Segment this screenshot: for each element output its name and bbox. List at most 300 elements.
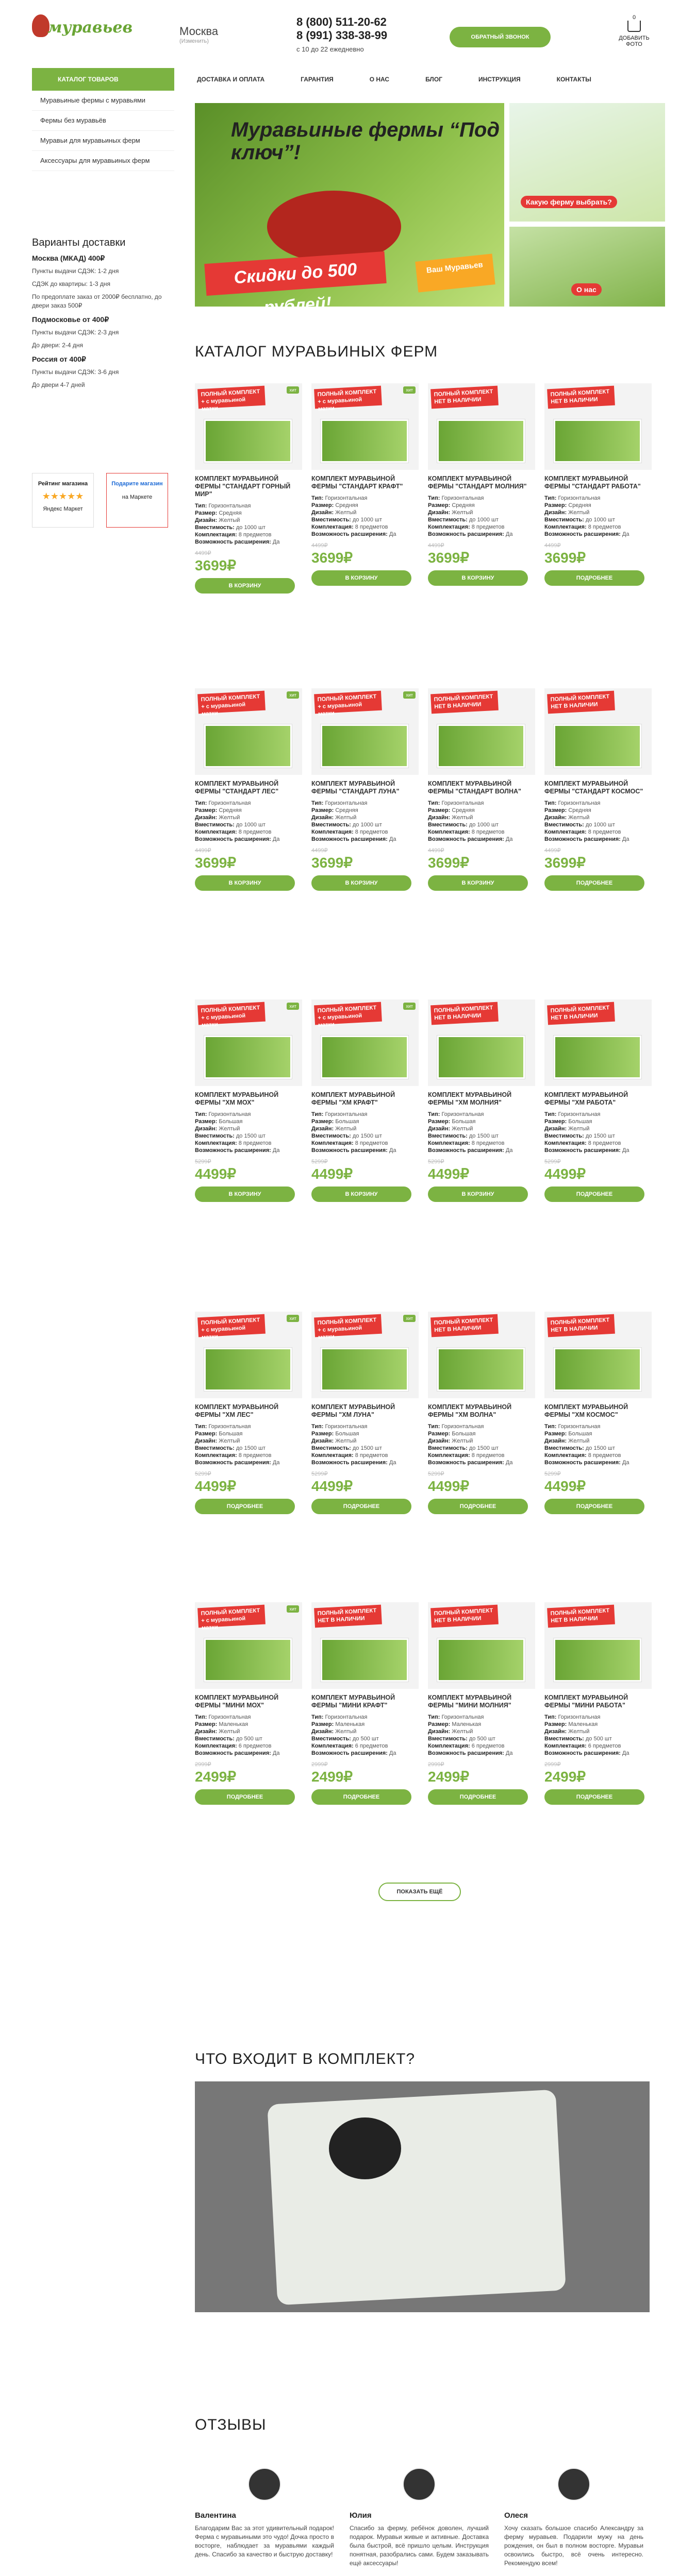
- product-card[interactable]: [544, 383, 652, 586]
- spec-size: Размер: Большая: [428, 1431, 476, 1437]
- product-specs: [428, 800, 535, 843]
- spec-dec: Дизайн: Желтый: [428, 510, 473, 516]
- product-price: 2499₽: [428, 1769, 470, 1785]
- reviewer-name: Валентина: [195, 2511, 236, 2520]
- product-badge: ПОЛНЫЙ КОМПЛЕКТ + с муравьиной матки: [314, 1002, 382, 1025]
- farm-box-image: [204, 1348, 292, 1391]
- add-to-cart-button[interactable]: ПОДРОБНЕЕ: [311, 1789, 411, 1805]
- product-image[interactable]: [428, 383, 535, 470]
- rating-title: Рейтинг магазина: [38, 481, 88, 487]
- hit-tag: хит: [287, 1315, 299, 1322]
- delivery-region: Подмосковье от 400₽: [32, 315, 109, 324]
- spec-type: Тип: Горизонтальная: [544, 1111, 601, 1117]
- old-price: 4499₽: [311, 848, 328, 854]
- spec-ext: Возможность расширения: Да: [195, 539, 280, 545]
- product-badge: ПОЛНЫЙ КОМПЛЕКТ + с муравьиной матки: [314, 1314, 382, 1337]
- product-image[interactable]: [195, 383, 302, 470]
- rating-badge[interactable]: [32, 473, 94, 528]
- delivery-line: До двери 4-7 дней: [32, 381, 85, 388]
- product-name[interactable]: КОМПЛЕКТ МУРАВЬИНОЙ ФЕРМЫ "СТАНДАРТ ВОЛНА": [428, 780, 521, 795]
- farm-box-image: [554, 1036, 641, 1079]
- product-name[interactable]: КОМПЛЕКТ МУРАВЬИНОЙ ФЕРМЫ "XM ВОЛНА": [428, 1403, 512, 1418]
- product-image[interactable]: [544, 999, 652, 1086]
- spec-comp: Комплектация: 8 предметов: [428, 1452, 505, 1459]
- add-to-cart-button[interactable]: В КОРЗИНУ: [428, 570, 528, 586]
- spec-type: Тип: Горизонтальная: [544, 1423, 601, 1430]
- product-card[interactable]: [428, 688, 535, 891]
- city-name[interactable]: Москва: [179, 25, 219, 38]
- add-to-cart-button[interactable]: В КОРЗИНУ: [428, 875, 528, 891]
- product-card[interactable]: [195, 1602, 302, 1805]
- product-name[interactable]: КОМПЛЕКТ МУРАВЬИНОЙ ФЕРМЫ "СТАНДАРТ КОСМОС": [544, 780, 643, 795]
- product-badge: ПОЛНЫЙ КОМПЛЕКТ + с муравьиной матки: [314, 386, 382, 409]
- spec-ext: Возможность расширения: Да: [544, 1460, 629, 1466]
- product-specs: [311, 1111, 419, 1154]
- spec-ext: Возможность расширения: Да: [428, 1750, 513, 1756]
- spec-vol: Вместимость: до 1500 шт: [195, 1445, 266, 1451]
- delivery-options: [32, 237, 174, 389]
- product-image[interactable]: [195, 1602, 302, 1689]
- spec-size: Размер: Средняя: [195, 510, 242, 516]
- spec-vol: Вместимость: до 1000 шт: [544, 517, 615, 523]
- hit-tag: хит: [287, 1605, 299, 1613]
- spec-size: Размер: Большая: [311, 1118, 359, 1125]
- product-name[interactable]: КОМПЛЕКТ МУРАВЬИНОЙ ФЕРМЫ "МИНИ МОХ": [195, 1694, 279, 1709]
- product-badge: ПОЛНЫЙ КОМПЛЕКТ + с муравьиной матки: [197, 1314, 266, 1337]
- product-badge: ПОЛНЫЙ КОМПЛЕКТ НЕТ В НАЛИЧИИ: [547, 1605, 615, 1628]
- spec-comp: Комплектация: 6 предметов: [311, 1743, 388, 1749]
- spec-vol: Вместимость: до 1500 шт: [544, 1133, 615, 1139]
- spec-dec: Дизайн: Желтый: [195, 1728, 240, 1735]
- product-price: 2499₽: [544, 1769, 586, 1785]
- delivery-line: До двери: 2-4 дня: [32, 342, 84, 349]
- spec-ext: Возможность расширения: Да: [311, 836, 396, 842]
- cart[interactable]: [616, 14, 652, 47]
- spec-ext: Возможность расширения: Да: [311, 531, 396, 537]
- farm-box-image: [554, 724, 641, 768]
- spec-vol: Вместимость: до 500 шт: [544, 1736, 612, 1742]
- product-image[interactable]: [428, 1312, 535, 1398]
- product-specs: [544, 1714, 652, 1757]
- delivery-line: Пункты выдачи СДЭК: 1-2 дня: [32, 267, 119, 275]
- spec-dec: Дизайн: Желтый: [195, 1438, 240, 1444]
- old-price: 5299₽: [311, 1471, 328, 1477]
- product-image[interactable]: [195, 1312, 302, 1398]
- spec-dec: Дизайн: Желтый: [311, 1728, 357, 1735]
- add-to-cart-button[interactable]: В КОРЗИНУ: [195, 875, 295, 891]
- spec-size: Размер: Средняя: [195, 807, 242, 814]
- product-price: 4499₽: [195, 1166, 237, 1182]
- spec-size: Размер: Маленькая: [195, 1721, 248, 1727]
- cart-count: 0: [632, 14, 636, 21]
- product-name[interactable]: КОМПЛЕКТ МУРАВЬИНОЙ ФЕРМЫ "МИНИ МОЛНИЯ": [428, 1694, 512, 1709]
- spec-vol: Вместимость: до 1000 шт: [195, 822, 266, 828]
- old-price: 5299₽: [428, 1471, 444, 1477]
- delivery-line: СДЭК до квартиры: 1-3 дня: [32, 280, 111, 287]
- reviewer-name: Олеся: [504, 2511, 528, 2520]
- product-card[interactable]: [195, 999, 302, 1202]
- product-card[interactable]: [311, 688, 419, 891]
- nav-link[interactable]: ГАРАНТИЯ: [301, 76, 334, 83]
- add-to-cart-button[interactable]: ПОДРОБНЕЕ: [428, 1499, 528, 1514]
- product-image[interactable]: [544, 1602, 652, 1689]
- spec-type: Тип: Горизонтальная: [428, 1714, 484, 1720]
- nav-link[interactable]: ДОСТАВКА И ОПЛАТА: [197, 76, 265, 83]
- product-name[interactable]: КОМПЛЕКТ МУРАВЬИНОЙ ФЕРМЫ "XM МОХ": [195, 1091, 279, 1106]
- hit-tag: хит: [403, 1003, 416, 1010]
- sidebar-item[interactable]: Муравьиные фермы с муравьями: [32, 91, 174, 111]
- delivery-line: Пункты выдачи СДЭК: 2-3 дня: [32, 329, 119, 336]
- product-badge: ПОЛНЫЙ КОМПЛЕКТ НЕТ В НАЛИЧИИ: [430, 1314, 499, 1337]
- old-price: 4499₽: [544, 848, 561, 854]
- product-price: 3699₽: [428, 855, 470, 871]
- spec-ext: Возможность расширения: Да: [195, 836, 280, 842]
- spec-size: Размер: Средняя: [544, 502, 591, 509]
- spec-dec: Дизайн: Желтый: [544, 815, 590, 821]
- product-card[interactable]: [428, 383, 535, 586]
- spec-comp: Комплектация: 8 предметов: [195, 532, 272, 538]
- product-name[interactable]: КОМПЛЕКТ МУРАВЬИНОЙ ФЕРМЫ "XM КРАФТ": [311, 1091, 395, 1106]
- spec-size: Размер: Большая: [195, 1431, 243, 1437]
- product-card[interactable]: [544, 1312, 652, 1514]
- product-specs: [311, 1423, 419, 1466]
- spec-comp: Комплектация: 8 предметов: [195, 1452, 272, 1459]
- product-image[interactable]: [311, 688, 419, 775]
- about-banner[interactable]: [509, 227, 665, 307]
- review-card: [504, 2468, 643, 2568]
- hit-tag: хит: [287, 1003, 299, 1010]
- product-image[interactable]: [428, 999, 535, 1086]
- sidebar-item[interactable]: Муравьи для муравьиных ферм: [32, 131, 174, 151]
- spec-type: Тип: Горизонтальная: [195, 1111, 251, 1117]
- farm-box-image: [437, 1348, 525, 1391]
- old-price: 4499₽: [195, 550, 211, 556]
- product-card[interactable]: [544, 999, 652, 1202]
- product-card[interactable]: [428, 1602, 535, 1805]
- add-to-cart-button[interactable]: ПОДРОБНЕЕ: [544, 1499, 644, 1514]
- add-to-cart-button[interactable]: В КОРЗИНУ: [195, 578, 295, 594]
- callback-button[interactable]: ОБРАТНЫЙ ЗВОНОК: [450, 27, 551, 47]
- spec-comp: Комплектация: 6 предметов: [428, 1743, 505, 1749]
- product-price: 4499₽: [544, 1166, 586, 1182]
- market-sub: на Маркете: [122, 494, 153, 500]
- product-price: 3699₽: [195, 855, 237, 871]
- spec-dec: Дизайн: Желтый: [311, 1438, 357, 1444]
- add-to-cart-button[interactable]: ПОДРОБНЕЕ: [311, 1499, 411, 1514]
- spec-ext: Возможность расширения: Да: [544, 1147, 629, 1154]
- banner-sale: Скидки до 500 рублей!: [204, 251, 386, 296]
- product-card[interactable]: [311, 383, 419, 586]
- product-badge: ПОЛНЫЙ КОМПЛЕКТ + с муравьиной матки: [197, 1605, 266, 1628]
- spec-type: Тип: Горизонтальная: [195, 1714, 251, 1720]
- product-name[interactable]: КОМПЛЕКТ МУРАВЬИНОЙ ФЕРМЫ "МИНИ РАБОТА": [544, 1694, 628, 1709]
- nav-link[interactable]: О НАС: [369, 76, 390, 83]
- product-card[interactable]: [544, 1602, 652, 1805]
- add-to-cart-button[interactable]: ПОДРОБНЕЕ: [544, 1187, 644, 1202]
- product-price: 3699₽: [544, 855, 586, 871]
- market-badge[interactable]: [106, 473, 168, 528]
- spec-comp: Комплектация: 8 предметов: [428, 829, 505, 835]
- spec-ext: Возможность расширения: Да: [195, 1750, 280, 1756]
- rating-stars: ★★★★★: [42, 491, 84, 501]
- spec-dec: Дизайн: Желтый: [311, 510, 357, 516]
- product-image[interactable]: [311, 383, 419, 470]
- product-price: 2499₽: [195, 1769, 237, 1785]
- old-price: 5299₽: [544, 1471, 561, 1477]
- logo-text: мурaвьев: [47, 19, 133, 37]
- spec-type: Тип: Горизонтальная: [195, 503, 251, 509]
- spec-dec: Дизайн: Желтый: [311, 815, 357, 821]
- delivery-region: Москва (МКАД) 400₽: [32, 254, 105, 262]
- reviewer-name: Юлия: [350, 2511, 372, 2520]
- spec-vol: Вместимость: до 500 шт: [195, 1736, 262, 1742]
- spec-comp: Комплектация: 8 предметов: [311, 524, 388, 530]
- product-card[interactable]: [195, 1312, 302, 1514]
- logo[interactable]: [32, 11, 133, 42]
- spec-dec: Дизайн: Желтый: [428, 1438, 473, 1444]
- product-price: 3699₽: [195, 557, 237, 573]
- spec-comp: Комплектация: 8 предметов: [195, 1140, 272, 1146]
- spec-comp: Комплектация: 8 предметов: [428, 524, 505, 530]
- nav-link[interactable]: БЛОГ: [425, 76, 442, 83]
- spec-type: Тип: Горизонтальная: [544, 495, 601, 501]
- product-name[interactable]: КОМПЛЕКТ МУРАВЬИНОЙ ФЕРМЫ "СТАНДАРТ РАБОТА": [544, 475, 641, 490]
- spec-vol: Вместимость: до 1500 шт: [544, 1445, 615, 1451]
- product-badge: ПОЛНЫЙ КОМПЛЕКТ НЕТ В НАЛИЧИИ: [547, 1002, 615, 1025]
- sidebar-item[interactable]: Фермы без муравьёв: [32, 111, 174, 131]
- spec-comp: Комплектация: 6 предметов: [195, 1743, 272, 1749]
- product-image[interactable]: [428, 688, 535, 775]
- product-card[interactable]: [195, 688, 302, 891]
- spec-vol: Вместимость: до 1000 шт: [195, 524, 266, 531]
- product-card[interactable]: [428, 999, 535, 1202]
- product-image[interactable]: [544, 688, 652, 775]
- hit-tag: хит: [403, 386, 416, 394]
- farm-box-image: [554, 419, 641, 463]
- choose-farm-tag: Какую ферму выбрать?: [521, 196, 617, 208]
- add-to-cart-button[interactable]: В КОРЗИНУ: [311, 570, 411, 586]
- spec-ext: Возможность расширения: Да: [428, 1147, 513, 1154]
- farm-box-image: [204, 1036, 292, 1079]
- nav-links: [197, 68, 627, 91]
- spec-ext: Возможность расширения: Да: [195, 1460, 280, 1466]
- spec-size: Размер: Средняя: [428, 807, 475, 814]
- product-badge: ПОЛНЫЙ КОМПЛЕКТ НЕТ В НАЛИЧИИ: [547, 386, 615, 409]
- product-name[interactable]: КОМПЛЕКТ МУРАВЬИНОЙ ФЕРМЫ "СТАНДАРТ ГОРНЫЙ МИР": [195, 475, 291, 498]
- add-to-cart-button[interactable]: ПОДРОБНЕЕ: [428, 1789, 528, 1805]
- product-specs: [195, 1111, 302, 1154]
- spec-comp: Комплектация: 8 предметов: [544, 829, 621, 835]
- delivery-region: Россия от 400₽: [32, 355, 86, 363]
- add-to-cart-button[interactable]: ПОДРОБНЕЕ: [195, 1499, 295, 1514]
- add-to-cart-button[interactable]: ПОДРОБНЕЕ: [544, 570, 644, 586]
- spec-comp: Комплектация: 8 предметов: [544, 1140, 621, 1146]
- product-badge: ПОЛНЫЙ КОМПЛЕКТ НЕТ В НАЛИЧИИ: [430, 1605, 499, 1628]
- reviews-title: ОТЗЫВЫ: [195, 2416, 267, 2433]
- delivery-title: Варианты доставки: [32, 237, 126, 248]
- spec-size: Размер: Маленькая: [311, 1721, 365, 1727]
- spec-size: Размер: Большая: [311, 1431, 359, 1437]
- city-change-link[interactable]: (Изменить): [179, 38, 209, 44]
- product-badge: ПОЛНЫЙ КОМПЛЕКТ НЕТ В НАЛИЧИИ: [430, 691, 499, 714]
- farm-box-image: [554, 1348, 641, 1391]
- product-card[interactable]: [311, 999, 419, 1202]
- product-name[interactable]: КОМПЛЕКТ МУРАВЬИНОЙ ФЕРМЫ "XM РАБОТА": [544, 1091, 628, 1106]
- old-price: 4499₽: [544, 543, 561, 549]
- avatar: [557, 2468, 590, 2501]
- spec-dec: Дизайн: Желтый: [311, 1126, 357, 1132]
- product-name[interactable]: КОМПЛЕКТ МУРАВЬИНОЙ ФЕРМЫ "XM КОСМОС": [544, 1403, 628, 1418]
- show-more-button[interactable]: ПОКАЗАТЬ ЕЩЁ: [378, 1883, 461, 1901]
- sidebar-item[interactable]: Аксессуары для муравьиных ферм: [32, 151, 174, 171]
- old-price: 5299₽: [311, 1159, 328, 1165]
- old-price: 5299₽: [544, 1159, 561, 1165]
- spec-ext: Возможность расширения: Да: [195, 1147, 280, 1154]
- old-price: 4499₽: [195, 848, 211, 854]
- product-price: 4499₽: [311, 1166, 353, 1182]
- product-specs: [195, 502, 302, 546]
- spec-type: Тип: Горизонтальная: [428, 1423, 484, 1430]
- spec-type: Тип: Горизонтальная: [544, 1714, 601, 1720]
- product-name[interactable]: КОМПЛЕКТ МУРАВЬИНОЙ ФЕРМЫ "СТАНДАРТ МОЛНИЯ": [428, 475, 527, 490]
- inside-title: ЧТО ВХОДИТ В КОМПЛЕКТ?: [195, 2050, 416, 2067]
- product-image[interactable]: [544, 383, 652, 470]
- product-specs: [311, 1714, 419, 1757]
- product-name[interactable]: КОМПЛЕКТ МУРАВЬИНОЙ ФЕРМЫ "XM МОЛНИЯ": [428, 1091, 512, 1106]
- spec-ext: Возможность расширения: Да: [428, 1460, 513, 1466]
- product-badge: ПОЛНЫЙ КОМПЛЕКТ + с муравьиной матки: [197, 386, 266, 409]
- product-price: 4499₽: [544, 1478, 586, 1494]
- phone-2[interactable]: 8 (991) 338-38-99: [296, 29, 388, 42]
- spec-size: Размер: Большая: [428, 1118, 476, 1125]
- slider-prev-icon[interactable]: ‹: [201, 301, 206, 317]
- spec-ext: Возможность расширения: Да: [544, 836, 629, 842]
- product-name[interactable]: КОМПЛЕКТ МУРАВЬИНОЙ ФЕРМЫ "СТАНДАРТ КРАФТ": [311, 475, 403, 490]
- farm-box-image: [321, 1036, 408, 1079]
- add-to-cart-button[interactable]: ПОДРОБНЕЕ: [195, 1789, 295, 1805]
- product-price: 3699₽: [544, 550, 586, 566]
- avatar: [403, 2468, 436, 2501]
- product-badge: ПОЛНЫЙ КОМПЛЕКТ НЕТ В НАЛИЧИИ: [314, 1605, 382, 1628]
- spec-size: Размер: Средняя: [428, 502, 475, 509]
- nav-link[interactable]: ИНСТРУКЦИЯ: [478, 76, 521, 83]
- product-image[interactable]: [311, 1602, 419, 1689]
- product-image[interactable]: [428, 1602, 535, 1689]
- add-to-cart-button[interactable]: В КОРЗИНУ: [311, 1187, 411, 1202]
- product-name[interactable]: КОМПЛЕКТ МУРАВЬИНОЙ ФЕРМЫ "XM ЛУНА": [311, 1403, 395, 1418]
- product-name[interactable]: КОМПЛЕКТ МУРАВЬИНОЙ ФЕРМЫ "XM ЛЕС": [195, 1403, 279, 1418]
- product-card[interactable]: [311, 1602, 419, 1805]
- nav-link[interactable]: КОНТАКТЫ: [556, 76, 591, 83]
- old-price: 4499₽: [428, 848, 444, 854]
- spec-ext: Возможность расширения: Да: [311, 1460, 396, 1466]
- product-card[interactable]: [311, 1312, 419, 1514]
- review-text: Благодарим Вас за этот удивительный подарок! Ферма с муравьиными это чудо! Дочка просто в восторге, наблюдает за муравьями каждый день. Спасибо за качество и быструю доставку!: [195, 2524, 334, 2558]
- about-tag: О нас: [571, 283, 602, 296]
- review-card: [350, 2468, 489, 2568]
- product-specs: [544, 1111, 652, 1154]
- add-to-cart-button[interactable]: ПОДРОБНЕЕ: [544, 875, 644, 891]
- spec-comp: Комплектация: 8 предметов: [544, 524, 621, 530]
- main-banner[interactable]: [195, 103, 504, 318]
- phone-1[interactable]: 8 (800) 511-20-62: [296, 15, 387, 28]
- product-badge: ПОЛНЫЙ КОМПЛЕКТ НЕТ В НАЛИЧИИ: [547, 691, 615, 714]
- spec-ext: Возможность расширения: Да: [428, 836, 513, 842]
- add-to-cart-button[interactable]: В КОРЗИНУ: [195, 1187, 295, 1202]
- product-name[interactable]: КОМПЛЕКТ МУРАВЬИНОЙ ФЕРМЫ "СТАНДАРТ ЛУНА": [311, 780, 400, 795]
- spec-type: Тип: Горизонтальная: [311, 1111, 368, 1117]
- spec-ext: Возможность расширения: Да: [311, 1147, 396, 1154]
- farm-box-image: [437, 419, 525, 463]
- farm-box-image: [204, 419, 292, 463]
- old-price: 2999₽: [195, 1761, 211, 1768]
- spec-dec: Дизайн: Желтый: [428, 1728, 473, 1735]
- farm-box-image: [554, 1638, 641, 1682]
- farm-box-image: [321, 1638, 408, 1682]
- banner-stamp: Ваш Муравьев: [415, 253, 495, 292]
- spec-comp: Комплектация: 8 предметов: [311, 1452, 388, 1459]
- spec-dec: Дизайн: Желтый: [544, 510, 590, 516]
- spec-comp: Комплектация: 8 предметов: [544, 1452, 621, 1459]
- product-image[interactable]: [311, 999, 419, 1086]
- product-image[interactable]: [544, 1312, 652, 1398]
- product-specs: [311, 800, 419, 843]
- product-image[interactable]: [195, 688, 302, 775]
- spec-size: Размер: Средняя: [311, 502, 358, 509]
- cart-label: ДОБАВИТЬ ФОТО: [619, 35, 650, 47]
- product-price: 4499₽: [311, 1478, 353, 1494]
- delivery-line: По предоплате заказ от 2000₽ бесплатно, до двери заказ 500₽: [32, 293, 162, 309]
- product-price: 4499₽: [195, 1478, 237, 1494]
- spec-comp: Комплектация: 6 предметов: [544, 1743, 621, 1749]
- product-image[interactable]: [195, 999, 302, 1086]
- product-card[interactable]: [195, 383, 302, 594]
- farm-box-image: [321, 419, 408, 463]
- farm-box-image: [437, 1638, 525, 1682]
- spec-ext: Возможность расширения: Да: [311, 1750, 396, 1756]
- ant-logo-icon: [32, 14, 49, 37]
- product-name[interactable]: КОМПЛЕКТ МУРАВЬИНОЙ ФЕРМЫ "СТАНДАРТ ЛЕС": [195, 780, 279, 795]
- old-price: 2999₽: [311, 1761, 328, 1768]
- spec-type: Тип: Горизонтальная: [311, 1423, 368, 1430]
- slider-next-icon[interactable]: ›: [493, 301, 498, 317]
- catalog-button[interactable]: КАТАЛОГ ТОВАРОВ: [32, 68, 174, 91]
- spec-vol: Вместимость: до 500 шт: [311, 1736, 379, 1742]
- spec-vol: Вместимость: до 1000 шт: [311, 517, 382, 523]
- add-to-cart-button[interactable]: ПОДРОБНЕЕ: [544, 1789, 644, 1805]
- review-card: [195, 2468, 334, 2559]
- spec-vol: Вместимость: до 1000 шт: [544, 822, 615, 828]
- choose-farm-banner[interactable]: [509, 103, 665, 222]
- product-badge: ПОЛНЫЙ КОМПЛЕКТ + с муравьиной матки: [314, 691, 382, 714]
- spec-dec: Дизайн: Желтый: [195, 1126, 240, 1132]
- product-image[interactable]: [311, 1312, 419, 1398]
- product-card[interactable]: [544, 688, 652, 891]
- cart-icon: [627, 21, 641, 32]
- add-to-cart-button[interactable]: В КОРЗИНУ: [311, 875, 411, 891]
- add-to-cart-button[interactable]: В КОРЗИНУ: [428, 1187, 528, 1202]
- main-nav: [32, 68, 665, 91]
- product-name[interactable]: КОМПЛЕКТ МУРАВЬИНОЙ ФЕРМЫ "МИНИ КРАФТ": [311, 1694, 395, 1709]
- spec-type: Тип: Горизонтальная: [311, 1714, 368, 1720]
- product-specs: [428, 1111, 535, 1154]
- product-badge: ПОЛНЫЙ КОМПЛЕКТ НЕТ В НАЛИЧИИ: [430, 386, 499, 409]
- product-price: 2499₽: [311, 1769, 353, 1785]
- product-specs: [428, 1423, 535, 1466]
- product-specs: [428, 1714, 535, 1757]
- product-card[interactable]: [428, 1312, 535, 1514]
- working-hours: с 10 до 22 ежедневно: [296, 45, 364, 53]
